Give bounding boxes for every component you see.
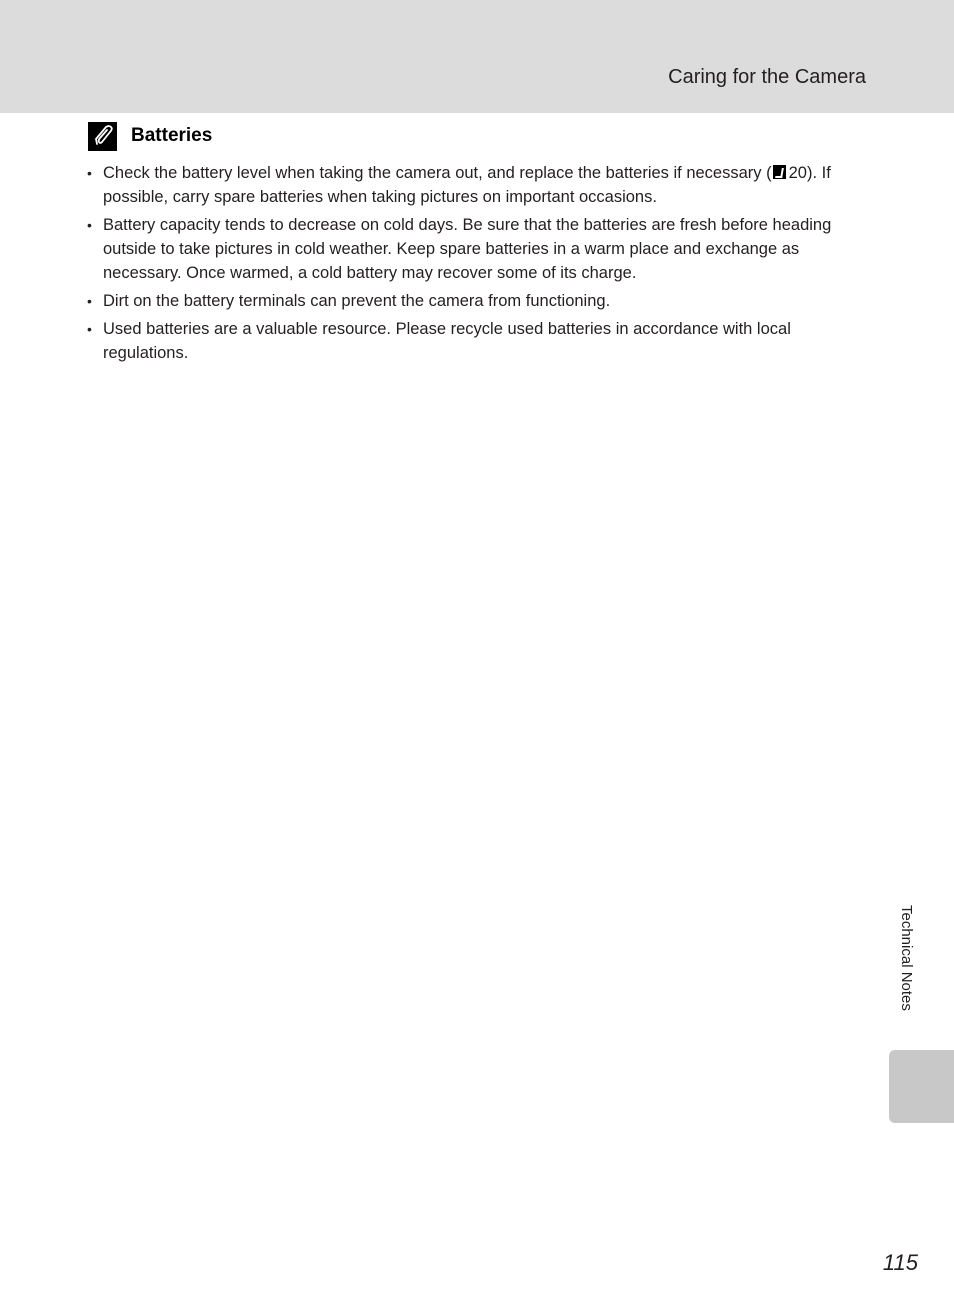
list-item-text: ). If possible, carry spare batteries when taking pictures on important occasions. [103,164,831,206]
list-item [86,161,876,209]
list-item [86,213,876,285]
side-tab[interactable] [889,1050,954,1123]
page-header-title: Caring for the Camera [668,66,866,88]
page-reference-icon [773,165,786,179]
pencil-note-icon [88,122,117,151]
list-item-text: Battery capacity tends to decrease on cold days. Be sure that the batteries are fresh before heading outside to take pictures in cold weather. Keep spare batteries in a warm place and exchange as necessary. Once warmed, a cold battery may recover some of its charge. [103,216,832,282]
section-heading [88,121,212,151]
header-band [0,0,954,113]
list-item-text: Check the battery level when taking the camera out, and replace the batteries if necessary ( [103,164,772,182]
bullet-list [86,161,876,369]
list-item-text: Dirt on the battery terminals can prevent the camera from functioning. [103,292,611,310]
bullet-marker: • [87,293,92,309]
page-reference-number[interactable]: 20 [788,164,807,182]
section-title: Batteries [131,125,213,146]
page-number: 115 [882,1250,918,1275]
list-item [86,317,876,365]
list-item-text: Used batteries are a valuable resource. Please recycle used batteries in accordance with local regulations. [103,320,791,362]
list-item [86,289,876,313]
bullet-marker: • [87,165,92,181]
side-tab-label: Technical Notes [898,905,915,1011]
bullet-marker: • [87,217,92,233]
bullet-marker: • [87,321,92,337]
